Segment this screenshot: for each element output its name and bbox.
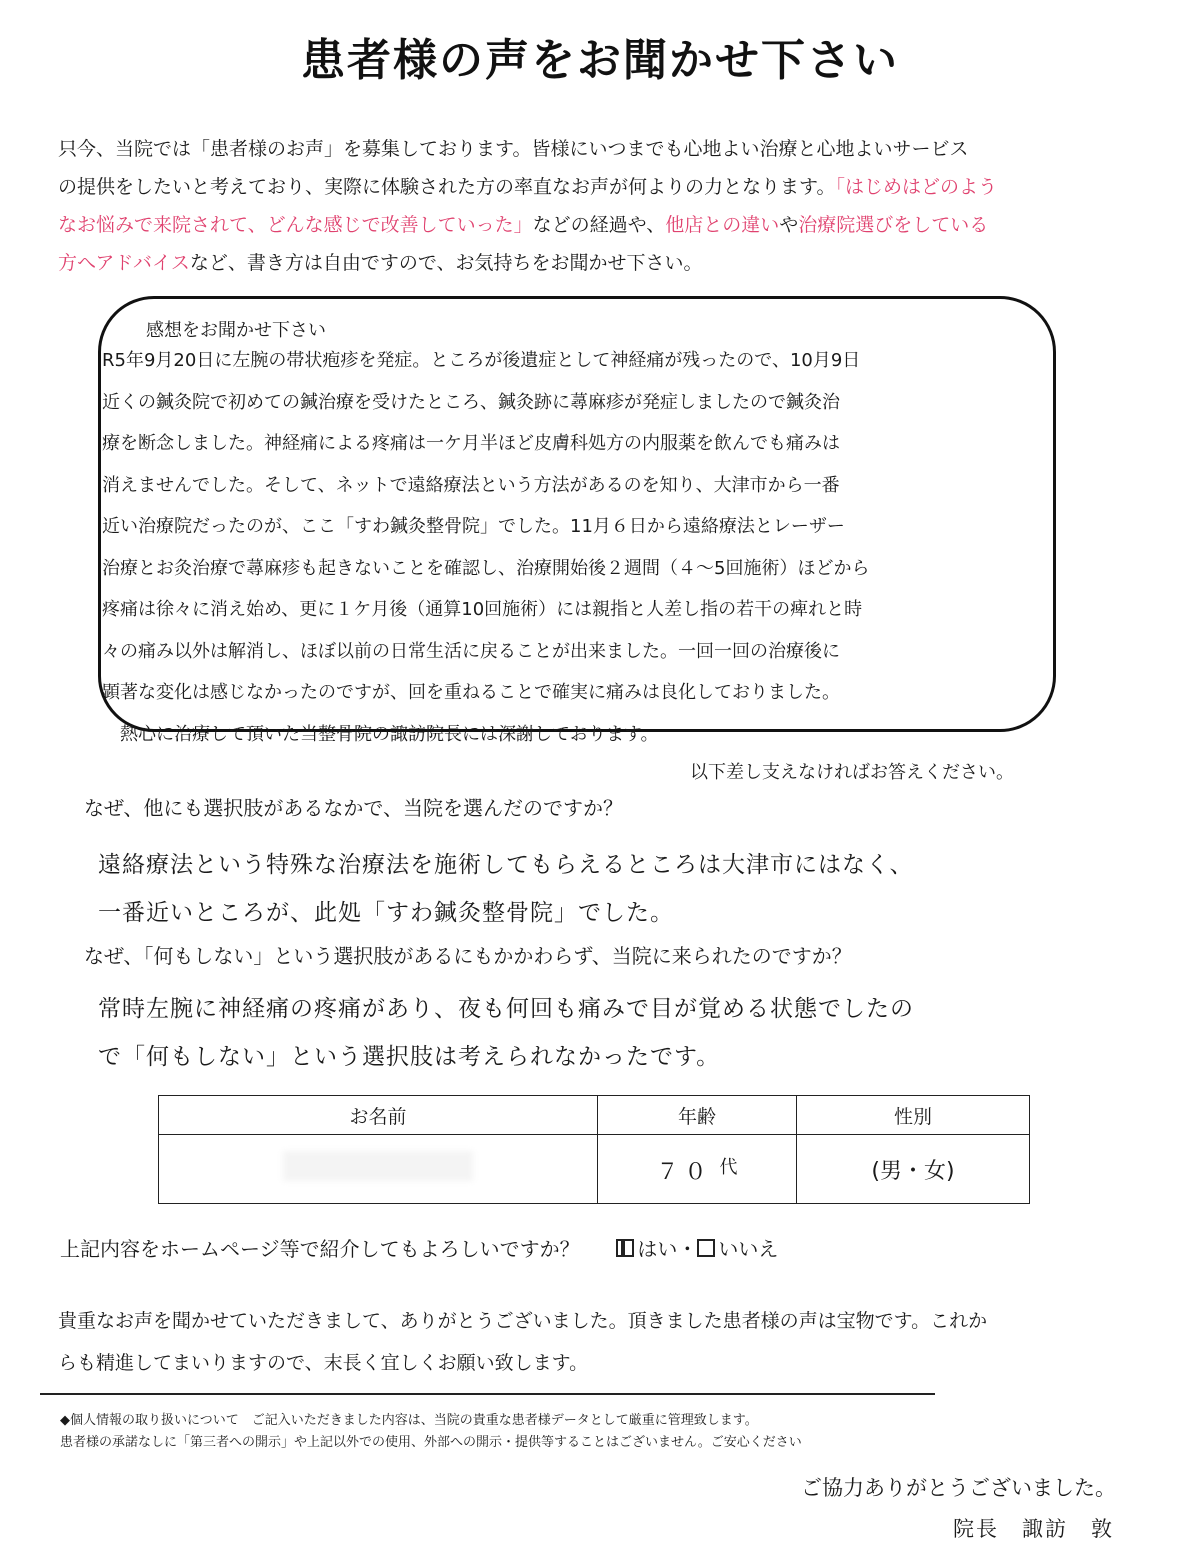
impression-line: 近くの鍼灸院で初めての鍼治療を受けたところ、鍼灸跡に蕁麻疹が発症しましたので鍼灸治 (102, 391, 840, 413)
consent-no-label: いいえ (718, 1237, 779, 1261)
redacted-name (283, 1151, 473, 1181)
age-cell (598, 1135, 797, 1204)
name-header: お名前 (159, 1096, 598, 1135)
age-header: 年齢 (598, 1096, 797, 1135)
privacy-notice (60, 1410, 802, 1454)
intro-line-3: なお悩みで来院されて、どんな感じで改善していった」などの経過や、他店との違いや治療院選びをしている (58, 214, 989, 236)
intro-line-1: 只今、当院では「患者様のお声」を募集しております。皆様にいつまでも心地よい治療と心地よいサービス (58, 138, 969, 160)
thanks-paragraph (58, 1300, 1148, 1384)
consent-question: 上記内容をホームページ等で紹介してもよろしいですか？ (60, 1237, 580, 1261)
divider (40, 1393, 935, 1395)
question-1: なぜ、他にも選択肢があるなかで、当院を選んだのですか？ (84, 796, 623, 820)
answer-1-line-2: 一番近いところが、此処「すわ鍼灸整骨院」でした。 (98, 900, 674, 926)
highlight-text: 治療院選びをしている (798, 214, 989, 236)
intro-line-2: の提供をしたいと考えており、実際に体験された方の率直なお声が何よりの力となります。「はじめはどのよう (58, 176, 997, 198)
impression-line: 療を断念しました。神経痛による疼痛は一ケ月半ほど皮膚科処方の内服薬を飲んでも痛みは (102, 433, 840, 454)
patient-info-table (158, 1095, 1030, 1204)
age-suffix: 代 (719, 1156, 738, 1178)
impression-line: 近い治療院だったのが、ここ「すわ鍼灸整骨院」でした。11月６日から遠絡療法とレーザー (102, 516, 845, 537)
table-row (159, 1135, 1030, 1204)
consent-yes-checkbox[interactable] (616, 1239, 634, 1257)
answer-2-line-1: 常時左腕に神経痛の疼痛があり、夜も何回も痛みで目が覚める状態でしたの (98, 996, 914, 1022)
highlight-text: 他店との違い (665, 214, 780, 236)
intro-line-4: 方へアドバイスなど、書き方は自由ですので、お気持ちをお聞かせ下さい。 (58, 252, 703, 274)
age-value: ７０ (656, 1159, 713, 1185)
impression-line: 々の痛み以外は解消し、ほぼ以前の日常生活に戻ることが出来ました。一回一回の治療後に (102, 640, 840, 662)
question-2: なぜ、「何もしない」という選択肢があるにもかかわらず、当院に来られたのですか？ (84, 944, 852, 968)
highlight-text: 方へアドバイス (58, 252, 190, 274)
impression-label: 感想をお聞かせ下さい (146, 320, 326, 341)
highlight-text: なお悩みで来院されて、どんな感じで改善していった」 (58, 214, 533, 236)
gender-cell: (男・女) (797, 1135, 1030, 1204)
consent-no-checkbox[interactable] (697, 1239, 715, 1257)
impression-text (102, 340, 1054, 755)
signature: 院長 諏訪 敦 (953, 1517, 1114, 1541)
gender-header: 性別 (797, 1096, 1030, 1135)
table-header-row (159, 1096, 1030, 1135)
page-title: 患者様の声をお聞かせ下さい (301, 35, 899, 86)
optional-note: 以下差し支えなければお答えください。 (690, 762, 1014, 783)
consent-yes-label: はい (637, 1237, 678, 1261)
privacy-line-2: 患者様の承諾なしに「第三者への開示」や上記以外での使用、外部への開示・提供等することはございません。ご安心ください (60, 1435, 802, 1450)
impression-line: 疼痛は徐々に消え始め、更に１ケ月後（通算10回施術）には親指と人差し指の若干の痺れと時 (102, 599, 863, 620)
privacy-line-1: ◆個人情報の取り扱いについて ご記入いただきました内容は、当院の貴重な患者様データとして厳重に管理致します。 (60, 1413, 758, 1428)
thanks-line-2: らも精進してまいりますので、末長く宜しくお願い致します。 (58, 1352, 589, 1374)
answer-1-line-1: 遠絡療法という特殊な治療法を施術してもらえるところは大津市にはなく、 (98, 852, 914, 878)
impression-line: 顕著な変化は感じなかったのですが、回を重ねることで確実に痛みは良化しておりました。 (102, 682, 840, 703)
name-cell (159, 1135, 598, 1204)
thanks-line-1: 貴重なお声を聞かせていただきまして、ありがとうございました。頂きました患者様の声は宝物です。これか (58, 1310, 988, 1332)
answer-2-line-2: で「何もしない」という選択肢は考えられなかったです。 (98, 1044, 721, 1070)
intro-paragraph (58, 130, 1143, 282)
impression-line: 消えませんでした。そして、ネットで遠絡療法という方法があるのを知り、大津市から一番 (102, 474, 840, 496)
consent-row: 上記内容をホームページ等で紹介してもよろしいですか？ はい・ いいえ (60, 1237, 779, 1261)
highlight-text: 「はじめはどのよう (835, 176, 997, 198)
impression-line: 熱心に治療して頂いた当整骨院の諏訪院長には深謝しております。 (102, 723, 659, 745)
closing-text: ご協力ありがとうございました。 (801, 1476, 1116, 1500)
impression-line: 治療とお灸治療で蕁麻疹も起きないことを確認し、治療開始後２週間（４～5回施術）ほどから (102, 557, 870, 579)
impression-line: R5年9月20日に左腕の帯状疱疹を発症。ところが後遺症として神経痛が残ったので、10月9日 (102, 350, 861, 371)
